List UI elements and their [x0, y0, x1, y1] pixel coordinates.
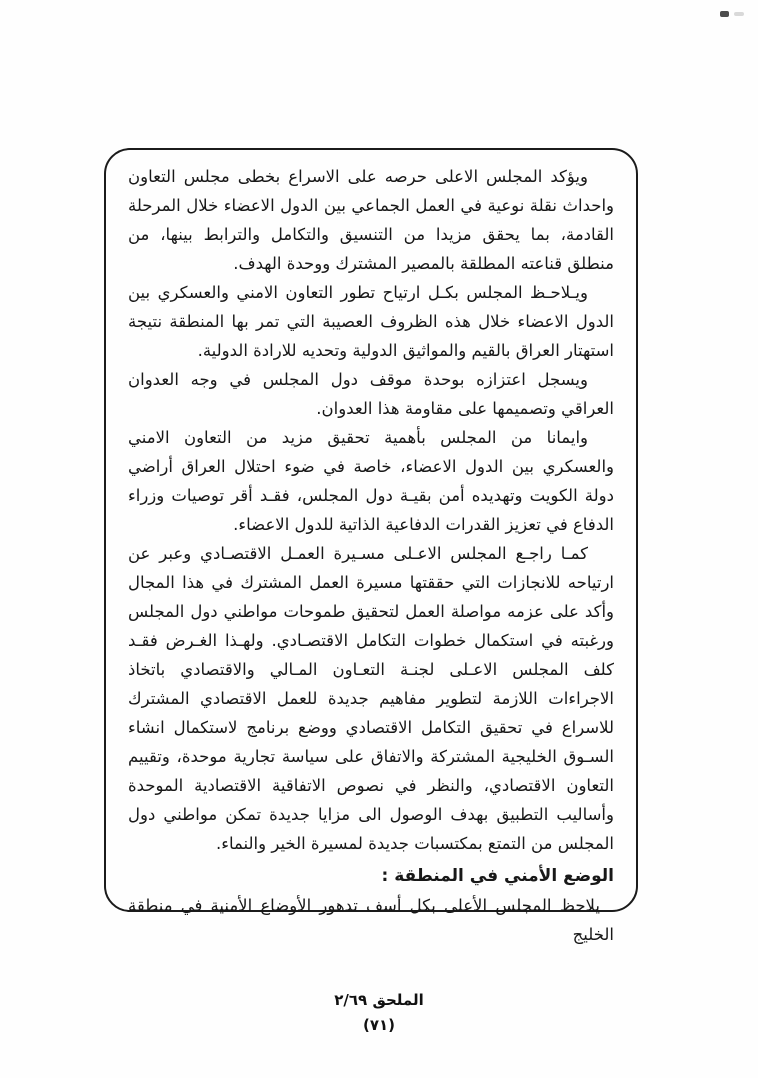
paragraph-defense-recommendations: وايمانا من المجلس بأهمية تحقيق مزيد من التعاون الامني والعسكري بين الدول الاعضاء، خاصة في ضوء احتلال العراق أراضي دولة الكويت وتهديده أمن بقيـة دول المجلس، فقـد أقر توصيات وزراء الدفاع في تعزيز القدرات الدفاعية الذاتية للدول الاعضاء. — [128, 428, 614, 534]
paragraph-security-situation: يلاحظ المجلس الأعلى بكل أسف تدهور الأوضاع الأمنية في منطقة الخليج — [128, 896, 614, 944]
paragraph-security-military-cooperation: ويـلاحـظ المجلس بكـل ارتياح تطور التعاون الامني والعسكري بين الدول الاعضاء خلال هذه الظروف العصيبة التي تمر بها المنطقة نتيجة استهتار العراق بالقيم والمواثيق الدولية وتحديه للارادة الدولية. — [128, 283, 614, 360]
paragraph-economic-review: كمـا راجـع المجلس الاعـلى مسـيرة العمـل الاقتصـادي وعبر عن ارتياحه للانجازات التي حققتها مسيرة العمل المشترك في هذا المجال وأكد على عزمه مواصلة العمل لتحقيق طموحات مواطني دول المجلس ورغبته في استكمال خطوات التكامل الاقتصـادي. ولهـذا الغـرض فقـد كلف المجلس الاعـلى لجنـة التعـاون المـالي والاقتصادي باتخاذ الاجراءات اللازمة لتطوير مفاهيم جديدة للعمل الاقتصادي المشترك للاسراع في تحقيق التكامل الاقتصادي ووضع برنامج لاستكمال انشاء السـوق الخليجية المشتركة والاتفاق على سياسة تجارية موحدة، وتقييم التعاون الاقتصادي، والنظر في نصوص الاتفاقية الاقتصادية الموحدة وأساليب التطبيق بهدف الوصول الى مزايا جديدة تمكن مواطني دول المجلس من التمتع بمكتسبات جديدة لمسيرة الخير والنماء. — [128, 544, 614, 853]
paragraph-cooperation-pace: ويؤكد المجلس الاعلى حرصه على الاسراع بخطى مجلس التعاون واحداث نقلة نوعية في العمل الجماعي بين الدول الاعضاء خلال المرحلة القادمة، بما يحقق مزيدا من التنسيق والتكامل والترابط بينها، من منطلق قناعته المطلقة بالمصير المشترك ووحدة الهدف. — [128, 167, 614, 273]
section-heading-security-situation: الوضع الأمني في المنطقة : — [381, 866, 614, 886]
paragraph-unified-stance: ويسجل اعتزازه بوحدة موقف دول المجلس في وجه العدوان العراقي وتصميمها على مقاومة هذا العدوان. — [128, 370, 614, 418]
page-footer — [0, 991, 758, 1034]
bordered-text-box — [104, 148, 638, 944]
annex-label: الملحق ٢/٦٩ — [334, 991, 424, 1009]
page-number: (٧١) — [362, 1016, 396, 1034]
scan-artifact-mark — [720, 11, 729, 17]
